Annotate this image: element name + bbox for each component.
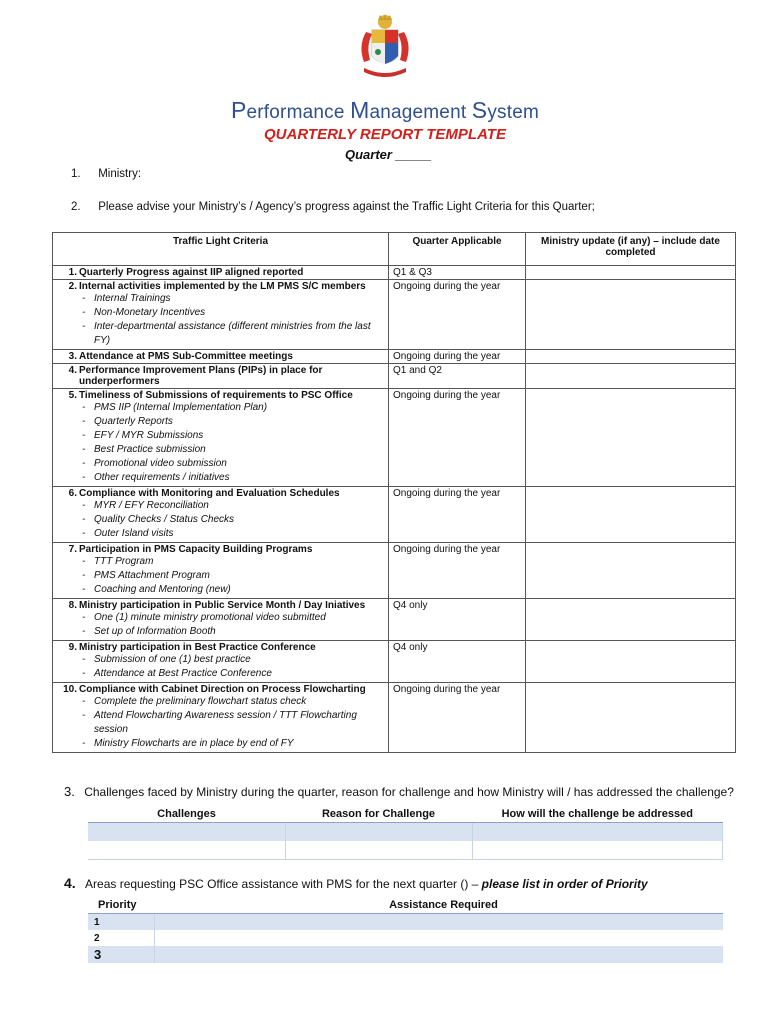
criteria-cell [53, 543, 389, 599]
ministry-update-cell[interactable] [526, 280, 736, 350]
bullet-dash: - [82, 402, 86, 413]
quarter-applicable-cell: Q4 only [389, 641, 526, 683]
column-header-criteria: Traffic Light Criteria [53, 233, 389, 266]
criteria-title [57, 642, 384, 653]
bullet-dash: - [82, 528, 86, 539]
item-number: 2. [71, 201, 81, 213]
bullet-dash: - [82, 444, 86, 455]
addressed-cell[interactable] [472, 823, 723, 842]
criteria-title-text: Quarterly Progress against IIP aligned reported [79, 267, 304, 278]
bullet-dash: - [82, 293, 86, 304]
criteria-subitem-text: Quarterly Reports [94, 416, 173, 427]
table-row [88, 914, 723, 931]
criteria-title [57, 365, 384, 387]
criteria-subitem [57, 709, 384, 737]
criteria-number: 2. [68, 281, 77, 292]
quarter-applicable-cell: Ongoing during the year [389, 389, 526, 487]
ministry-update-cell[interactable] [526, 543, 736, 599]
ministry-update-cell[interactable] [526, 350, 736, 364]
criteria-subitem-text: EFY / MYR Submissions [94, 430, 204, 441]
table-row [53, 683, 736, 753]
challenges-table [88, 806, 723, 860]
criteria-subitem-text: Coaching and Mentoring (new) [94, 584, 231, 595]
ministry-update-cell[interactable] [526, 364, 736, 389]
ministry-update-cell[interactable] [526, 641, 736, 683]
reason-cell[interactable] [285, 823, 472, 842]
criteria-subitem-text: Ministry Flowcharts are in place by end of FY [94, 738, 294, 749]
criteria-cell [53, 280, 389, 350]
title-initial-p: P [230, 97, 247, 123]
criteria-number: 5. [68, 390, 77, 401]
bullet-dash: - [82, 710, 86, 721]
criteria-title-text: Compliance with Monitoring and Evaluation Schedules [79, 488, 340, 499]
title-part-erformance: erformance [246, 102, 351, 123]
criteria-subitem-text: PMS Attachment Program [94, 570, 210, 581]
quarter-field[interactable]: Quarter _____ [345, 147, 432, 162]
criteria-subitem-text: Quality Checks / Status Checks [94, 514, 235, 525]
item-number: 1. [71, 168, 81, 180]
column-header-reason: Reason for Challenge [285, 806, 472, 823]
criteria-subitem [57, 429, 384, 443]
criteria-subitem [57, 306, 384, 320]
criteria-subitem [57, 320, 384, 348]
criteria-subitem [57, 415, 384, 429]
criteria-subitem-text: Attend Flowcharting Awareness session / TTT Flowcharting session [94, 710, 357, 735]
bullet-dash: - [82, 668, 86, 679]
table-row [53, 389, 736, 487]
criteria-title-text: Compliance with Cabinet Direction on Process Flowcharting [79, 684, 366, 695]
criteria-number: 10. [63, 684, 77, 695]
column-header-priority: Priority [88, 898, 154, 914]
report-subtitle: QUARTERLY REPORT TEMPLATE [264, 126, 506, 143]
table-row [88, 841, 723, 860]
table-row [53, 641, 736, 683]
ministry-update-cell[interactable] [526, 599, 736, 641]
bullet-dash: - [82, 514, 86, 525]
criteria-title-text: Attendance at PMS Sub-Committee meetings [79, 351, 293, 362]
section-number: 4. [64, 875, 76, 891]
criteria-title [57, 488, 384, 499]
bullet-dash: - [82, 321, 86, 332]
criteria-subitem-text: Submission of one (1) best practice [94, 654, 251, 665]
criteria-subitem [57, 443, 384, 457]
table-row [88, 946, 723, 963]
criteria-subitem-text: MYR / EFY Reconciliation [94, 500, 209, 511]
bullet-dash: - [82, 626, 86, 637]
criteria-subitem-text: Non-Monetary Incentives [94, 307, 206, 318]
traffic-light-criteria-table [52, 232, 736, 753]
criteria-subitem-text: PMS IIP (Internal Implementation Plan) [94, 402, 268, 413]
criteria-subitem-text: Internal Trainings [94, 293, 171, 304]
bullet-dash: - [82, 458, 86, 469]
criteria-subitem-text: Inter-departmental assistance (different ministries from the last FY) [94, 321, 371, 346]
criteria-title-text: Ministry participation in Best Practice Conference [79, 642, 316, 653]
criteria-subitem [57, 737, 384, 751]
criteria-subitem-text: Set up of Information Booth [94, 626, 216, 637]
criteria-cell [53, 266, 389, 280]
bullet-dash: - [82, 612, 86, 623]
column-header-addressed: How will the challenge be addressed [472, 806, 723, 823]
criteria-subitem [57, 625, 384, 639]
criteria-cell [53, 364, 389, 389]
item-ministry [71, 168, 141, 180]
ministry-update-cell[interactable] [526, 487, 736, 543]
bullet-dash: - [82, 738, 86, 749]
criteria-subitem [57, 292, 384, 306]
bullet-dash: - [82, 584, 86, 595]
criteria-subitem-text: Best Practice submission [94, 444, 206, 455]
assistance-emphasis-text: please list in order of Priority [481, 877, 648, 891]
criteria-subitem [57, 471, 384, 485]
criteria-subitem [57, 555, 384, 569]
criteria-subitem [57, 695, 384, 709]
table-row [88, 823, 723, 842]
table-row [53, 266, 736, 280]
criteria-title-text: Internal activities implemented by the LM PMS S/C members [79, 281, 366, 292]
priority-number: 3 [88, 946, 154, 963]
ministry-update-cell[interactable] [526, 683, 736, 753]
quarter-applicable-cell: Ongoing during the year [389, 350, 526, 364]
bullet-dash: - [82, 570, 86, 581]
bullet-dash: - [82, 654, 86, 665]
bullet-dash: - [82, 500, 86, 511]
criteria-number: 1. [68, 267, 77, 278]
bullet-dash: - [82, 307, 86, 318]
section-challenges-question [64, 784, 734, 799]
quarter-applicable-cell: Ongoing during the year [389, 280, 526, 350]
quarter-applicable-cell: Q1 & Q3 [389, 266, 526, 280]
table-header-row [88, 898, 723, 914]
criteria-title-text: Participation in PMS Capacity Building Programs [79, 544, 313, 555]
criteria-title-text: Ministry participation in Public Service Month / Day Iniatives [79, 600, 366, 611]
criteria-subitem-text: Other requirements / initiatives [94, 472, 230, 483]
criteria-subitem [57, 569, 384, 583]
criteria-cell [53, 389, 389, 487]
title-part-anagement: anagement [369, 102, 472, 123]
title-initial-s: S [471, 97, 488, 123]
table-header-row [88, 806, 723, 823]
assistance-cell[interactable] [154, 946, 723, 963]
table-row [53, 280, 736, 350]
criteria-title [57, 684, 384, 695]
criteria-subitem-text: TTT Program [94, 556, 154, 567]
quarter-applicable-cell: Ongoing during the year [389, 543, 526, 599]
priority-number: 2 [88, 930, 154, 946]
ministry-label: Ministry: [98, 168, 142, 180]
bullet-dash: - [82, 556, 86, 567]
criteria-subitem [57, 527, 384, 541]
bullet-dash: - [82, 430, 86, 441]
table-row [53, 599, 736, 641]
table-header-row [53, 233, 736, 266]
table-row [88, 930, 723, 946]
criteria-title-text: Timeliness of Submissions of requirements to PSC Office [79, 390, 353, 401]
assistance-cell[interactable] [154, 914, 723, 931]
quarter-applicable-cell: Ongoing during the year [389, 487, 526, 543]
criteria-title [57, 544, 384, 555]
title-part-ystem: ystem [487, 102, 540, 123]
criteria-subitem [57, 401, 384, 415]
criteria-subitem [57, 457, 384, 471]
challenge-cell[interactable] [88, 841, 285, 860]
column-header-challenges: Challenges [88, 806, 285, 823]
section-number: 3. [64, 784, 75, 799]
column-header-assistance: Assistance Required [154, 898, 723, 914]
criteria-cell [53, 683, 389, 753]
ministry-update-cell[interactable] [526, 266, 736, 280]
coat-of-arms-emblem [356, 12, 414, 84]
page-title [0, 97, 770, 124]
criteria-cell [53, 350, 389, 364]
criteria-number: 3. [68, 351, 77, 362]
criteria-subitem-text: Outer Island visits [94, 528, 174, 539]
criteria-number: 6. [68, 488, 77, 499]
criteria-subitem [57, 653, 384, 667]
addressed-cell[interactable] [472, 841, 723, 860]
criteria-subitem-text: Promotional video submission [94, 458, 227, 469]
criteria-subitem [57, 667, 384, 681]
table-row [53, 543, 736, 599]
bullet-dash: - [82, 696, 86, 707]
bullet-dash: - [82, 472, 86, 483]
criteria-title [57, 281, 384, 292]
criteria-subitem-text: Complete the preliminary flowchart status check [94, 696, 307, 707]
criteria-number: 9. [68, 642, 77, 653]
item-progress-instruction [71, 201, 595, 213]
criteria-title-text: Performance Improvement Plans (PIPs) in place for underperformers [79, 365, 323, 387]
column-header-ministry-update: Ministry update (if any) – include date completed [526, 233, 736, 266]
priority-assistance-table [88, 898, 723, 963]
criteria-subitem [57, 611, 384, 625]
challenge-cell[interactable] [88, 823, 285, 842]
assistance-question-text: Areas requesting PSC Office assistance with PMS for the next quarter () – [85, 877, 482, 891]
column-header-quarter: Quarter Applicable [389, 233, 526, 266]
priority-number: 1 [88, 914, 154, 931]
criteria-cell [53, 487, 389, 543]
title-initial-m: M [350, 97, 370, 123]
criteria-number: 4. [68, 365, 77, 376]
criteria-subitem [57, 513, 384, 527]
criteria-title [57, 267, 384, 278]
criteria-cell [53, 599, 389, 641]
criteria-number: 7. [68, 544, 77, 555]
criteria-subitem [57, 499, 384, 513]
table-row [53, 364, 736, 389]
criteria-title [57, 600, 384, 611]
section-assistance-question [64, 875, 648, 891]
table-row [53, 350, 736, 364]
assistance-cell[interactable] [154, 930, 723, 946]
criteria-subitem-text: Attendance at Best Practice Conference [94, 668, 272, 679]
criteria-subitem-text: One (1) minute ministry promotional video submitted [94, 612, 326, 623]
quarter-applicable-cell: Q4 only [389, 599, 526, 641]
criteria-title [57, 390, 384, 401]
challenges-question-text: Challenges faced by Ministry during the quarter, reason for challenge and how Ministry will / has addressed the challenge? [84, 785, 734, 799]
criteria-number: 8. [68, 600, 77, 611]
bullet-dash: - [82, 416, 86, 427]
progress-instruction-text: Please advise your Ministry’s / Agency’s progress against the Traffic Light Criteria for this Quarter; [98, 201, 595, 213]
table-row [53, 487, 736, 543]
criteria-subitem [57, 583, 384, 597]
quarter-applicable-cell: Ongoing during the year [389, 683, 526, 753]
ministry-update-cell[interactable] [526, 389, 736, 487]
criteria-rows [53, 266, 736, 753]
reason-cell[interactable] [285, 841, 472, 860]
quarter-applicable-cell: Q1 and Q2 [389, 364, 526, 389]
criteria-cell [53, 641, 389, 683]
criteria-title [57, 351, 384, 362]
